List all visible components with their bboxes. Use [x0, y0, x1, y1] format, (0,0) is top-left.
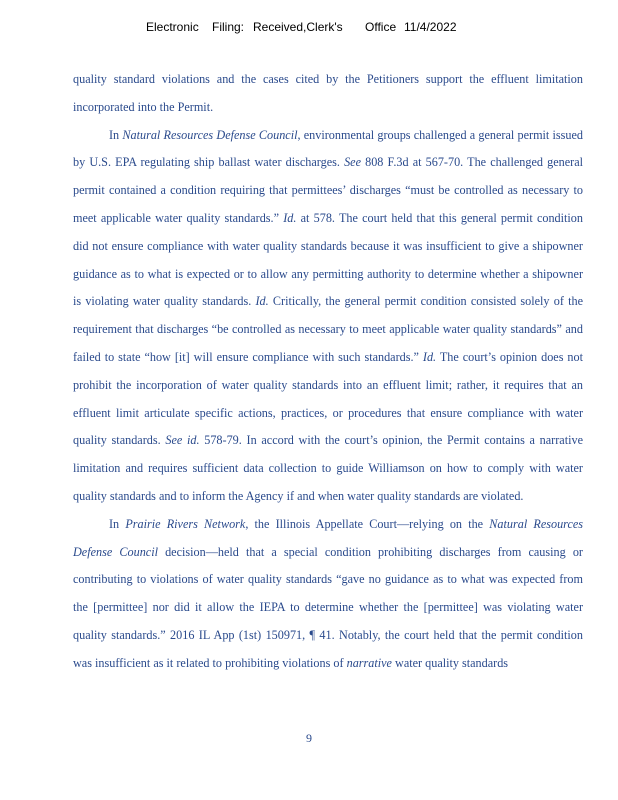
text-run: Critically, the general permit condition consisted solely of the requirement that discharges “be controlled as necessary to meet applicable water quality standards” and failed to state “how [it] will ensure compliance with such standards.”	[73, 294, 583, 364]
text-run: The court’s opinion does not prohibit the incorporation of water quality standards into an effluent limit; rather, it requires that an effluent limit articulate specific actions, practices, or procedures that ensure compliance with water quality standards.	[73, 349, 583, 448]
text-run: In	[109, 127, 123, 142]
page-number: 9	[306, 731, 312, 745]
text-run: , environmental groups challenged a general permit issued by U.S. EPA regulating ship ballast water discharges.	[73, 127, 584, 170]
text-run: at 578. The court held that this general permit condition did not ensure compliance with water quality standards because it was insufficient to give a shipowner guidance as to what is expected or to allow any permitting authority to determine whether a shipowner is violating water quality standards.	[73, 210, 583, 309]
text-run: In	[109, 516, 126, 531]
italic-citation: Natural Resources Defense Council	[73, 516, 584, 559]
italic-citation: Prairie Rivers Network	[125, 516, 246, 531]
italic-citation: See id.	[165, 433, 200, 448]
italic-citation: narrative	[346, 655, 392, 670]
paragraph-nrdc	[73, 122, 583, 511]
header-office: Office	[365, 20, 397, 34]
text-run: quality standard violations and the cases cited by the Petitioners support the effluent limitation incorporated into the Permit.	[73, 72, 583, 114]
header-received: Received,Clerk's	[253, 20, 343, 34]
italic-citation: Id.	[255, 294, 269, 309]
italic-citation: Natural Resources Defense Council	[122, 127, 298, 142]
text-run: 808 F.3d at 567-70. The challenged general permit contained a condition requiring that permittees’ discharges “must be controlled as necessary to meet applicable water quality standards.”	[73, 155, 583, 225]
text-run: 578-79. In accord with the court’s opinion, the Permit contains a narrative limitation and requires sufficient data collection to guide Williamson on how to comply with water quality standards and to inform the Agency if and when water quality standards are violated.	[73, 433, 583, 503]
header-date: 11/4/2022	[404, 20, 457, 34]
italic-citation: See	[344, 155, 361, 170]
text-run: decision—held that a special condition prohibiting discharges from causing or contributing to violations of water quality standards “gave no guidance as to what was expected from the [permittee] nor did it allow the IEPA to determine whether the [permittee] was violating water quality standards.” 2016 IL App (1st) 150971, ¶ 41. Notably, the court held that the permit condition was insufficient as it related to prohibiting violations of	[73, 544, 583, 670]
paragraph-continuation	[73, 66, 583, 122]
header-filing: Filing:	[212, 20, 245, 34]
document-body	[73, 66, 583, 678]
italic-citation: Id.	[422, 349, 437, 364]
header-electronic: Electronic	[146, 20, 199, 34]
italic-citation: Id.	[283, 210, 297, 225]
text-run: water quality standards	[391, 655, 509, 670]
text-run: , the Illinois Appellate Court—relying on the	[245, 516, 490, 531]
paragraph-prairie-rivers	[73, 511, 583, 678]
